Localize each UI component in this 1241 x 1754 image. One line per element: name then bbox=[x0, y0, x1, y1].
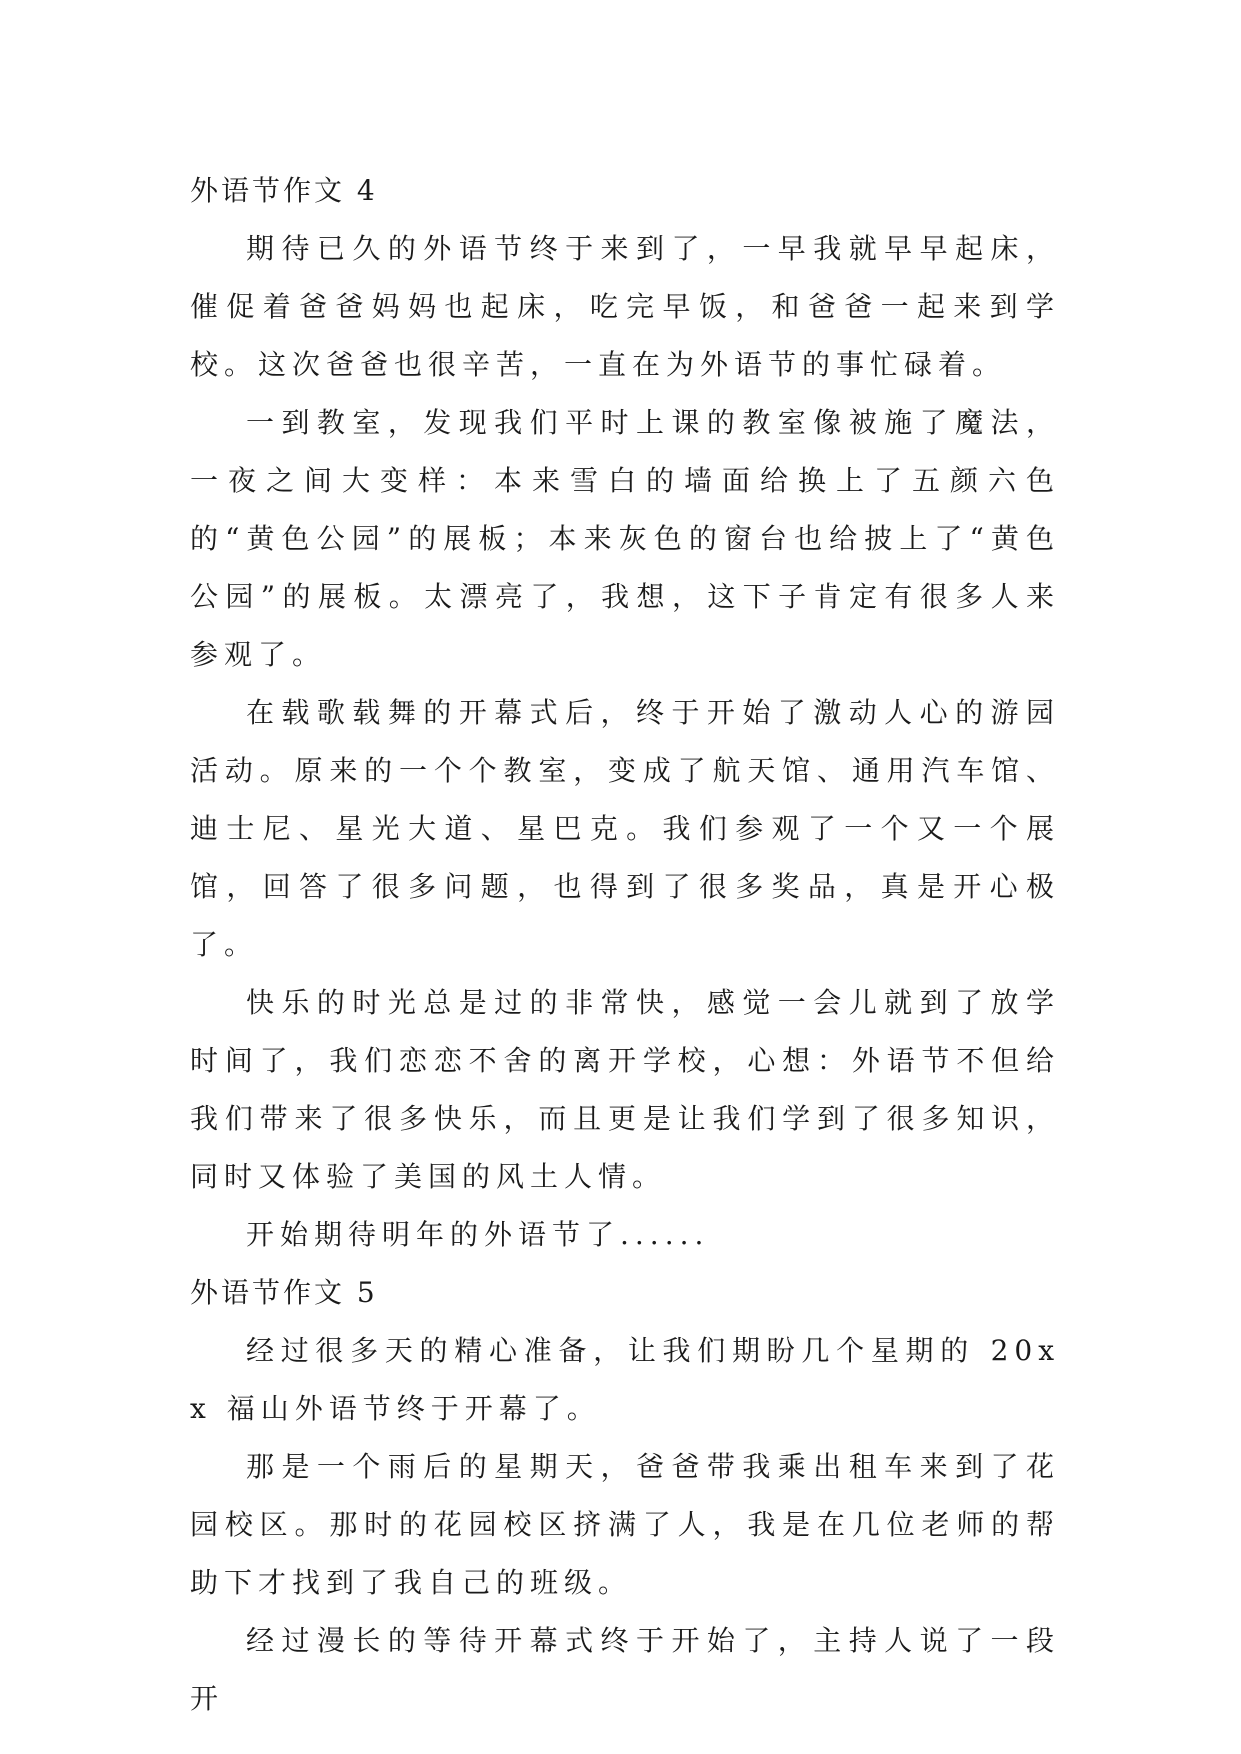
paragraph: 在载歌载舞的开幕式后，终于开始了激动人心的游园活动。原来的一个个教室，变成了航天馆、通用汽车馆、迪士尼、星光大道、星巴克。我们参观了一个又一个展馆，回答了很多问题，也得到了很多奖品，真是开心极了。 bbox=[190, 696, 1060, 961]
paragraph: 经过漫长的等待开幕式终于开始了，主持人说了一段开 bbox=[190, 1624, 1060, 1715]
section-title: 外语节作文 5 bbox=[190, 1276, 378, 1309]
paragraph: 那是一个雨后的星期天，爸爸带我乘出租车来到了花园校区。那时的花园校区挤满了人，我是在几位老师的帮助下才找到了我自己的班级。 bbox=[190, 1450, 1060, 1599]
paragraph: 一到教室，发现我们平时上课的教室像被施了魔法，一夜之间大变样：本来雪白的墙面给换上了五颜六色的“黄色公园”的展板；本来灰色的窗台也给披上了“黄色公园”的展板。太漂亮了，我想，这下子肯定有很多人来参观了。 bbox=[190, 406, 1060, 671]
paragraph: 快乐的时光总是过的非常快，感觉一会儿就到了放学时间了，我们恋恋不舍的离开学校，心想：外语节不但给我们带来了很多快乐，而且更是让我们学到了很多知识，同时又体验了美国的风土人情。 bbox=[190, 986, 1060, 1193]
essay-section-4 bbox=[190, 162, 1060, 1264]
paragraph: 期待已久的外语节终于来到了，一早我就早早起床，催促着爸爸妈妈也起床，吃完早饭，和爸爸一起来到学校。这次爸爸也很辛苦，一直在为外语节的事忙碌着。 bbox=[190, 232, 1060, 381]
paragraph: 开始期待明年的外语节了...... bbox=[246, 1218, 710, 1251]
document-page bbox=[190, 162, 1060, 1728]
essay-section-5 bbox=[190, 1264, 1060, 1728]
paragraph: 经过很多天的精心准备，让我们期盼几个星期的 20xx 福山外语节终于开幕了。 bbox=[190, 1334, 1060, 1425]
section-title: 外语节作文 4 bbox=[190, 174, 378, 207]
